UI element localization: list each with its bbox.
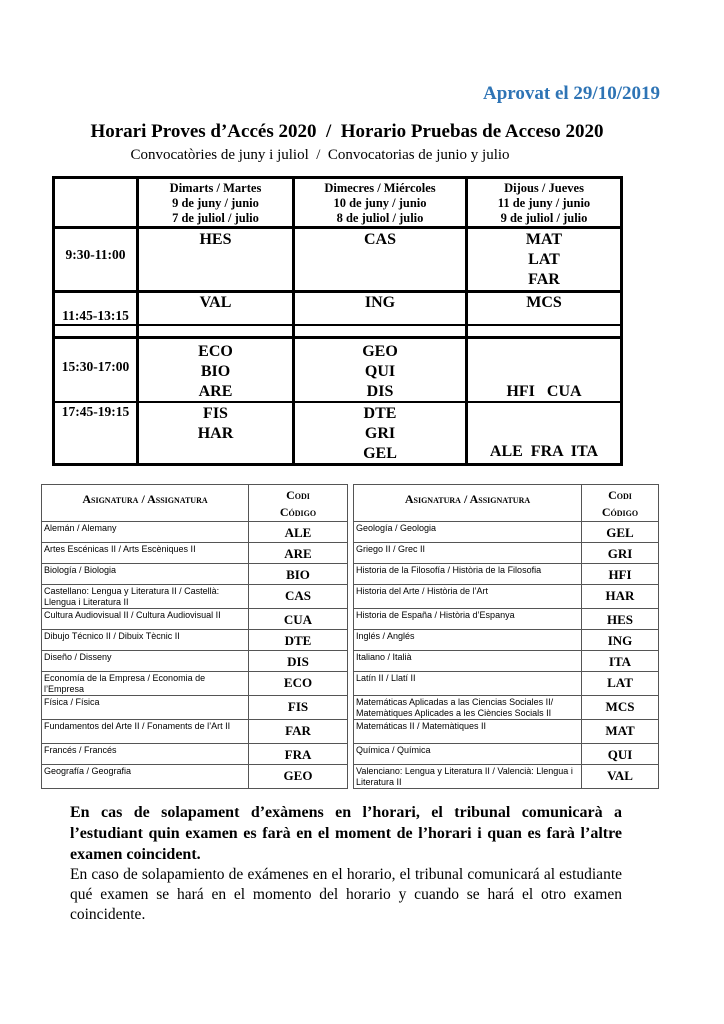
subject-code: CUA bbox=[249, 609, 348, 630]
subject-code: ECO bbox=[249, 672, 348, 696]
subject-name: Historia del Arte / Història de l’Art bbox=[354, 585, 582, 609]
subject-code: HES bbox=[582, 609, 659, 630]
subject-code: MAT bbox=[582, 720, 659, 744]
codes-body bbox=[42, 522, 659, 789]
slot1-wednesday: CAS bbox=[363, 231, 396, 248]
day-header-tuesday: Dimarts / Martes 9 de juny / junio 7 de juliol / julio bbox=[169, 181, 262, 225]
day-header-thursday: Dijous / Jueves 11 de juny / junio 9 de juliol / julio bbox=[497, 181, 591, 225]
subject-code: HAR bbox=[582, 585, 659, 609]
subject-name: Alemán / Alemany bbox=[42, 522, 249, 543]
table-row bbox=[42, 522, 659, 543]
subject-code: LAT bbox=[582, 672, 659, 696]
subject-name: Geografía / Geografia bbox=[42, 765, 249, 789]
subject-codes-table bbox=[41, 484, 659, 789]
subject-name: Economía de la Empresa / Economia de l’Empresa bbox=[42, 672, 249, 696]
codes-header-row bbox=[42, 485, 659, 522]
subject-code: GEO bbox=[249, 765, 348, 789]
subject-code: DIS bbox=[249, 651, 348, 672]
subject-name: Griego II / Grec II bbox=[354, 543, 582, 564]
subject-name: Cultura Audiovisual II / Cultura Audiovisual II bbox=[42, 609, 249, 630]
time-slot-2: 11:45-13:15 bbox=[62, 308, 129, 323]
table-row bbox=[42, 564, 659, 585]
slot4-wednesday: DTE GRI GEL bbox=[363, 405, 397, 462]
slot2-thursday: MCS bbox=[526, 294, 562, 311]
subject-name: Fundamentos del Arte II / Fonaments de l’Art II bbox=[42, 720, 249, 744]
subject-name: Historia de España / Història d’Espanya bbox=[354, 609, 582, 630]
slot3-thursday: HFI CUA ALE FRA ITA bbox=[489, 383, 599, 460]
subject-code: VAL bbox=[582, 765, 659, 789]
subject-name: Inglés / Anglés bbox=[354, 630, 582, 651]
subject-name: Dibujo Técnico II / Dibuix Tècnic II bbox=[42, 630, 249, 651]
subject-name: Matemáticas II / Matemàtiques II bbox=[354, 720, 582, 744]
schedule-table bbox=[52, 176, 623, 466]
subject-code: GEL bbox=[582, 522, 659, 543]
slot2-tuesday: VAL bbox=[199, 294, 232, 311]
code-header-left: Codi Código bbox=[249, 485, 348, 522]
subject-name: Diseño / Disseny bbox=[42, 651, 249, 672]
subject-header-left: Asignatura / Assignatura bbox=[42, 485, 249, 522]
table-row bbox=[42, 765, 659, 789]
slot1-thursday: MAT LAT FAR bbox=[525, 231, 563, 288]
subject-name: Física / Física bbox=[42, 696, 249, 720]
table-row bbox=[42, 672, 659, 696]
subject-code: QUI bbox=[582, 744, 659, 765]
subject-code: DTE bbox=[249, 630, 348, 651]
subject-code: FIS bbox=[249, 696, 348, 720]
subject-name: Francés / Francés bbox=[42, 744, 249, 765]
table-row bbox=[42, 744, 659, 765]
time-slot-4: 17:45-19:15 bbox=[61, 404, 130, 419]
table-row bbox=[42, 696, 659, 720]
subject-name: Historia de la Filosofía / Història de la Filosofia bbox=[354, 564, 582, 585]
subject-name: Castellano: Lengua y Literatura II / Castellà: Llengua i Literatura II bbox=[42, 585, 249, 609]
subject-code: CAS bbox=[249, 585, 348, 609]
page-subtitle: Convocatòries de juny i juliol / Convocatorias de junio y julio bbox=[130, 147, 510, 163]
subject-name: Valenciano: Lengua y Literatura II / Valencià: Llengua i Literatura II bbox=[354, 765, 582, 789]
subject-code: MCS bbox=[582, 696, 659, 720]
subject-code: FAR bbox=[249, 720, 348, 744]
subject-name: Artes Escénicas II / Arts Escèniques II bbox=[42, 543, 249, 564]
code-header-right: Codi Código bbox=[582, 485, 659, 522]
subject-name: Química / Química bbox=[354, 744, 582, 765]
subject-code: ING bbox=[582, 630, 659, 651]
table-row bbox=[42, 630, 659, 651]
slot1-tuesday: HES bbox=[199, 231, 232, 248]
table-row bbox=[42, 609, 659, 630]
slot3-wednesday: GEO QUI DIS bbox=[362, 343, 398, 400]
table-row bbox=[42, 543, 659, 564]
time-slot-1: 9:30-11:00 bbox=[65, 247, 126, 262]
page-title: Horari Proves d’Accés 2020 / Horario Pruebas de Acceso 2020 bbox=[90, 121, 604, 142]
note-spanish: En caso de solapamiento de exámenes en el horario, el tribunal comunicará al estudiante qué examen se hará en el momento del horario y cuando se hará el otro examen coincidente. bbox=[70, 866, 622, 923]
subject-code: ALE bbox=[249, 522, 348, 543]
subject-code: ARE bbox=[249, 543, 348, 564]
subject-code: FRA bbox=[249, 744, 348, 765]
subject-name: Matemáticas Aplicadas a las Ciencias Sociales II/ Matemàtiques Aplicades a les Ciències Socials II bbox=[354, 696, 582, 720]
table-row bbox=[42, 720, 659, 744]
subject-code: ITA bbox=[582, 651, 659, 672]
subject-name: Italiano / Italià bbox=[354, 651, 582, 672]
note-catalan: En cas de solapament d’exàmens en l’horari, el tribunal comunicarà a l’estudiant quin examen es farà en el moment de l’horari i quan es farà l’altre examen coincident. bbox=[70, 804, 622, 863]
subject-name: Biología / Biologia bbox=[42, 564, 249, 585]
table-row bbox=[42, 651, 659, 672]
subject-header-right: Asignatura / Assignatura bbox=[354, 485, 582, 522]
slot3-tuesday: ECO BIO ARE bbox=[198, 343, 233, 400]
day-header-wednesday: Dimecres / Miércoles 10 de juny / junio 8 de juliol / julio bbox=[324, 181, 436, 225]
subject-code: BIO bbox=[249, 564, 348, 585]
time-slot-3: 15:30-17:00 bbox=[61, 359, 130, 374]
slot4-tuesday: FIS HAR bbox=[197, 405, 234, 442]
subject-name: Latín II / Llatí II bbox=[354, 672, 582, 696]
subject-code: HFI bbox=[582, 564, 659, 585]
subject-name: Geología / Geologia bbox=[354, 522, 582, 543]
slot2-wednesday: ING bbox=[364, 294, 396, 311]
table-row bbox=[42, 585, 659, 609]
subject-code: GRI bbox=[582, 543, 659, 564]
approval-date: Aprovat el 29/10/2019 bbox=[483, 83, 660, 104]
